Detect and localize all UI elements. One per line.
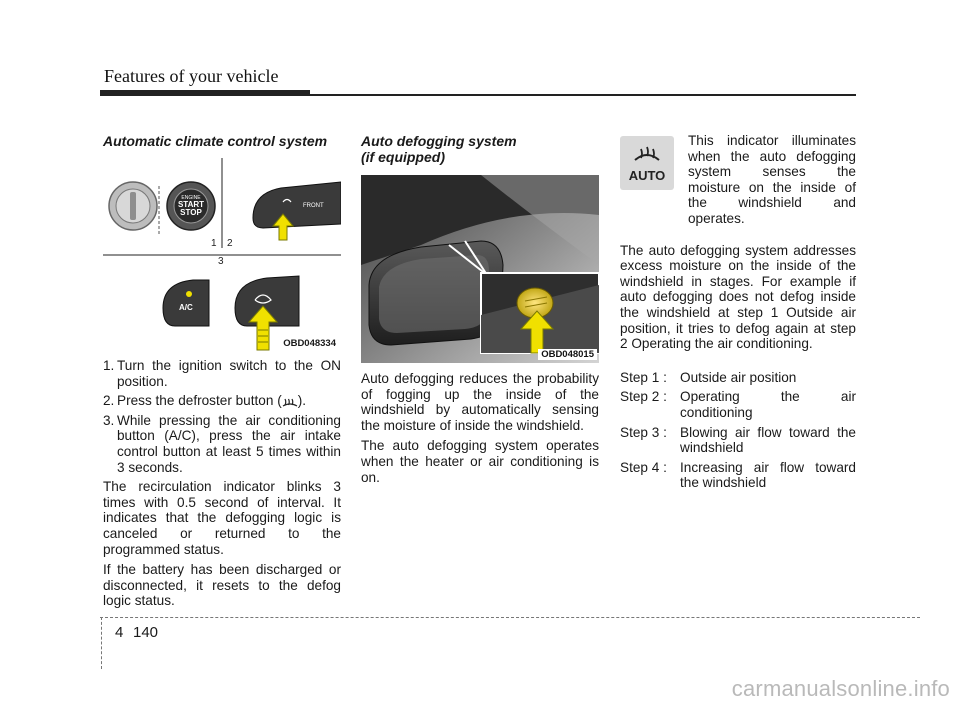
auto-defog-indicator-icon [620,136,674,190]
section-heading-defog-sub: (if equipped) [361,149,445,165]
auto-label: AUTO [628,168,666,183]
footer-vertical-rule [101,617,102,669]
start-label: START [177,200,205,209]
header-rule-thick [100,90,310,96]
step-number: 1. [103,358,115,373]
section-heading-defog: Auto defogging system [361,133,517,149]
step-label: Step 1 : [620,369,667,385]
step-text: Blowing air flow toward the windshield [680,424,856,456]
front-label: FRONT [303,203,324,209]
list-item [620,370,856,386]
column-auto-defog-indicator [620,133,856,495]
paragraph-battery: If the battery has been discharged or disconnected, it resets to the defog logic status. [103,562,341,609]
figure-climate-controls [103,158,341,352]
header-rule-thin [310,94,856,96]
column-auto-defogging [361,133,599,485]
figure-code: OBD048015 [538,349,597,360]
climate-steps-list [103,358,341,475]
step-number: 2. [103,393,115,409]
list-item [620,425,856,456]
figure-defog-sensor [361,175,599,363]
footer-rule [100,617,920,618]
watermark: carmanualsonline.info [731,676,950,701]
step-text: Press the defroster button ( ). [117,393,307,409]
list-item [103,393,341,409]
step-text: Turn the ignition switch to the ON position. [117,358,341,389]
step-label: Step 2 : [620,389,667,405]
defog-sensor-photo [361,175,599,363]
list-item [103,413,341,475]
defroster-icon [282,395,298,409]
indicator-description: This indicator illuminates when the auto defogging system senses the moisture on the inside of the windshield and operates. [688,133,856,226]
ac-label: A/C [179,303,193,312]
climate-controls-illustration [103,158,341,352]
column-climate-control [103,133,341,609]
callout-3: 3 [218,256,224,267]
figure-code: OBD048334 [280,338,339,349]
page-header-title: Features of your vehicle [104,66,279,86]
list-item [103,358,341,389]
stages-list [620,370,856,491]
stop-label: STOP [180,208,202,217]
step-text: Increasing air flow toward the windshield [680,459,856,491]
page-number: 140 [133,624,159,641]
list-item [620,389,856,420]
list-item [620,460,856,491]
step-text: Outside air position [680,369,797,385]
paragraph-stages: The auto defogging system addresses excess moisture on the inside of the windshield in stages. For example if auto defogging does not defog inside the windshield at step 1 Outside air position, it tries to defog again at step 2 Operating the air conditioning. [620,242,856,352]
step-label: Step 4 : [620,459,667,475]
callout-1: 1 [211,238,217,249]
engine-label: ENGINE [181,195,201,201]
section-heading-climate: Automatic climate control system [103,133,328,149]
chapter-number: 4 [115,624,124,641]
callout-2: 2 [227,238,233,249]
indicator-block [620,133,856,227]
step-text: Operating the air conditioning [680,389,856,420]
paragraph-auto-defog-operation: The auto defogging system operates when the heater or air conditioning is on. [361,438,599,485]
paragraph-auto-defog-intro: Auto defogging reduces the probability of fogging up the inside of the windshield by automatically sensing the moisture of inside the windshield. [361,371,599,433]
step-text: While pressing the air conditioning button (A/C), press the air intake control button at least 5 times within 3 seconds. [117,412,341,475]
paragraph-recirculation: The recirculation indicator blinks 3 times with 0.5 second of interval. It indicates that the defogging logic is canceled or returned to the programmed status. [103,479,341,557]
step-label: Step 3 : [620,424,667,440]
step-number: 3. [103,412,115,428]
